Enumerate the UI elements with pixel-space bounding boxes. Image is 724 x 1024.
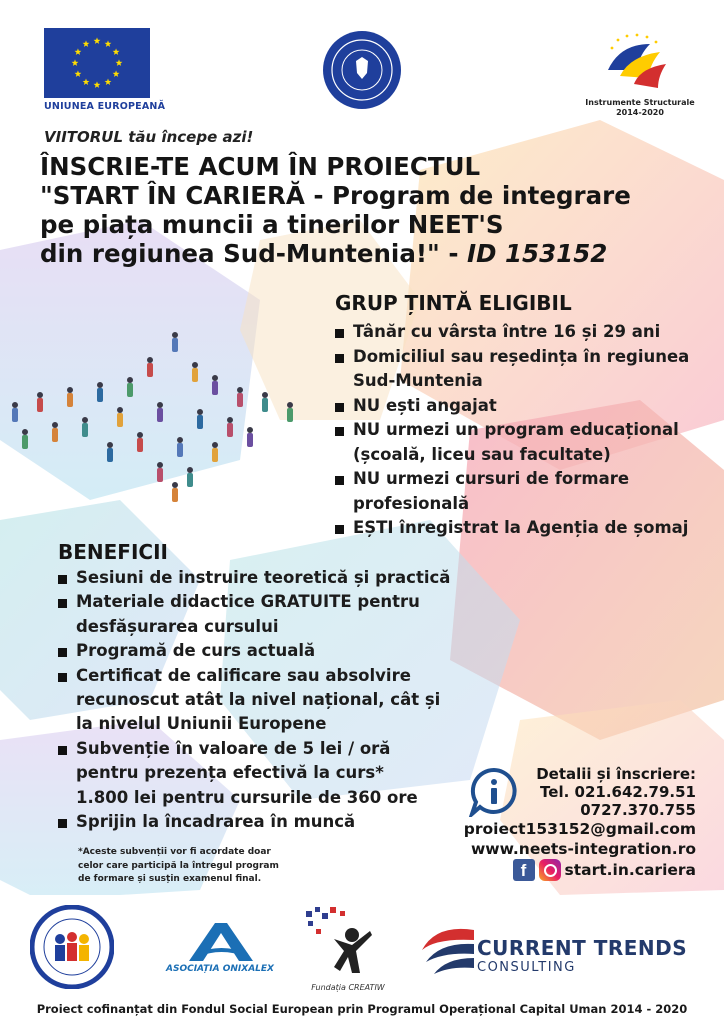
bullet-icon <box>58 673 67 682</box>
creatiw-logo <box>300 905 390 980</box>
onixalex-caption: ASOCIAȚIA ONIXALEX <box>166 964 274 974</box>
contact-title: Detalii și înscriere: <box>536 765 696 783</box>
list-item-text: Programă de curs actuală <box>76 641 316 661</box>
list-item <box>335 394 715 419</box>
list-item-text: Sud-Muntenia <box>353 371 483 390</box>
email-link[interactable]: proiect153152@gmail.com <box>463 820 696 838</box>
footnote-line: celor care participă la întregul program <box>78 860 279 871</box>
website-link[interactable]: www.neets-integration.ro <box>470 840 696 858</box>
list-item-text: Domiciliul sau reședința în regiunea <box>353 346 690 366</box>
footnote-line: *Aceste subvenții vor fi acordate doar <box>78 847 271 857</box>
social-row <box>464 859 696 881</box>
list-item <box>58 566 478 590</box>
caption-line: Instrumente Structurale <box>585 98 695 107</box>
list-item-text: (școală, liceu sau facultate) <box>353 444 611 464</box>
list-item-text: Certificat de calificare sau absolvire <box>76 665 411 685</box>
footer-note: Proiect cofinanțat din Fondul Social European prin Programul Operațional Capital Uman 2014 - 2020 <box>36 1002 688 1016</box>
target-group-title: GRUP ȚINTĂ ELIGIBIL <box>335 291 572 315</box>
list-item-text: Sprijin la încadrarea în muncă <box>76 812 356 832</box>
list-item <box>58 737 478 810</box>
bullet-icon <box>335 329 344 338</box>
list-item-text: Materiale didactice GRATUITE pentru <box>76 592 420 612</box>
list-item-text: NU urmezi un program educațional <box>353 420 679 439</box>
list-item-text: Sesiuni de instruire teoretică și practică <box>76 568 451 587</box>
contact-block <box>464 765 696 881</box>
list-item <box>58 664 478 737</box>
bullet-icon <box>58 575 67 584</box>
bullet-icon <box>58 648 67 657</box>
caption-line: 2014-2020 <box>616 108 664 117</box>
list-item-text: la nivelul Uniunii Europene <box>76 714 327 734</box>
list-item-text: pentru prezența efectivă la curs* <box>76 763 384 783</box>
headline-line: ÎNSCRIE-TE ACUM ÎN PROIECTUL <box>40 152 481 181</box>
creatiw-caption: Fundația CREATIW <box>311 983 385 992</box>
benefits-list <box>58 566 478 834</box>
bullet-icon <box>335 476 344 485</box>
list-item-text: Subvenție în valoare de 5 lei / oră <box>76 738 391 758</box>
list-item-text: desfășurarea cursului <box>76 616 279 636</box>
headline-text: din regiunea Sud-Muntenia!" - <box>40 239 468 268</box>
structural-instruments-caption <box>580 98 700 118</box>
list-item-text: NU ești angajat <box>353 395 497 415</box>
benefits-title: BENEFICII <box>58 540 168 564</box>
phone-link[interactable]: Tel. 021.642.79.51 <box>540 783 696 801</box>
neet-integration-logo <box>30 905 114 989</box>
mobile-link[interactable]: 0727.370.755 <box>580 801 696 819</box>
list-item-text: 1.800 lei pentru cursurile de 360 ore <box>76 787 418 807</box>
bullet-icon <box>58 599 67 608</box>
bullet-icon <box>335 427 344 436</box>
facebook-icon[interactable]: f <box>513 859 535 881</box>
list-item <box>58 810 478 834</box>
headline <box>40 152 680 268</box>
structural-instruments-logo <box>600 30 670 94</box>
headline-line: "START ÎN CARIERĂ - Program de integrare <box>40 181 631 210</box>
list-item <box>335 320 715 345</box>
list-item <box>58 639 478 663</box>
bullet-icon <box>58 746 67 755</box>
bullet-icon <box>335 525 344 534</box>
current-trends-logo <box>416 920 478 978</box>
bullet-icon <box>58 819 67 828</box>
list-item-text: NU urmezi cursuri de formare <box>353 469 630 488</box>
list-item-text: EȘTI înregistrat la Agenția de șomaj <box>353 518 689 537</box>
project-id: ID 153152 <box>467 239 608 268</box>
footnote-line: de formare și susțin examenul final. <box>78 874 262 884</box>
social-handle-link[interactable]: start.in.cariera <box>564 861 696 879</box>
onixalex-logo <box>175 915 265 985</box>
government-seal-icon <box>323 31 401 109</box>
headline-line: pe piața muncii a tinerilor NEET'S <box>40 210 504 239</box>
subsidy-footnote <box>78 846 308 887</box>
list-item-text: profesională <box>353 493 470 513</box>
bullet-icon <box>335 354 344 363</box>
list-item-text: recunoscut atât la nivel național, cât și <box>76 690 441 710</box>
tagline: VIITORUL tău începe azi! <box>44 128 254 146</box>
list-item <box>335 345 715 394</box>
social-links <box>513 859 697 881</box>
bullet-icon <box>335 403 344 412</box>
eu-flag-icon <box>44 28 150 98</box>
eu-caption: UNIUNEA EUROPEANĂ <box>44 101 166 112</box>
list-item <box>58 590 478 639</box>
headline-line <box>40 239 680 268</box>
current-trends-subtitle: CONSULTING <box>477 960 576 975</box>
target-group-list <box>335 320 715 541</box>
list-item <box>335 516 715 541</box>
current-trends-name: CURRENT TRENDS <box>477 936 688 960</box>
list-item-text: Tânăr cu vârsta între 16 și 29 ani <box>353 322 661 341</box>
instagram-icon[interactable] <box>539 859 561 881</box>
list-item <box>335 467 715 516</box>
list-item <box>335 418 715 467</box>
